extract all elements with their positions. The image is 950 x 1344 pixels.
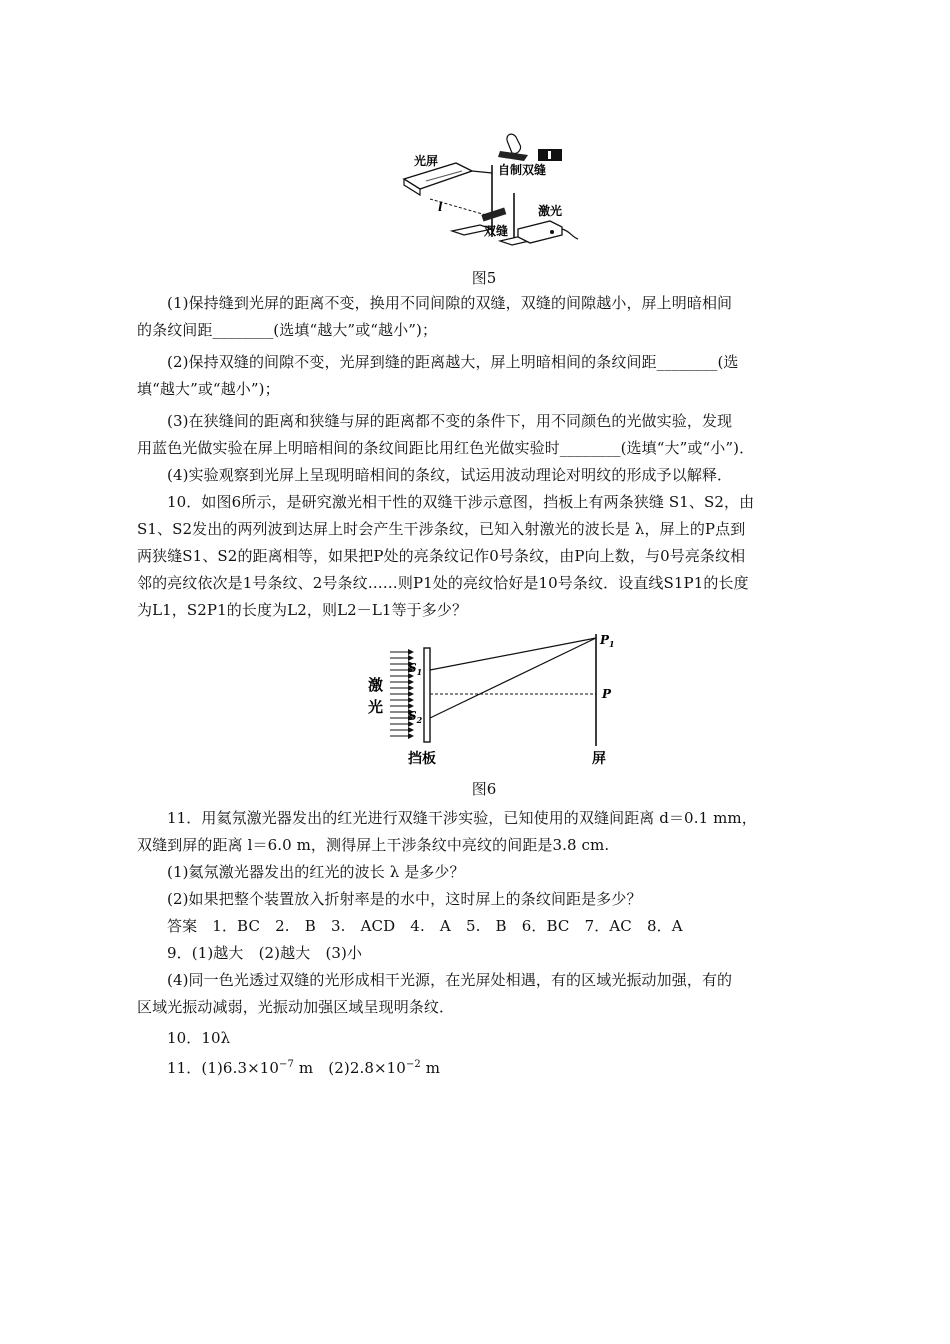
- ray-s2-p1: [430, 638, 596, 718]
- label-double-slit: 双缝: [484, 224, 509, 238]
- label-laser: 激光: [538, 204, 563, 218]
- label-p1: $P_1$: [600, 633, 615, 649]
- q11-line1: 11．用氦氖激光器发出的红光进行双缝干涉实验，已知使用的双缝间距离 d＝0.1 mm，: [167, 809, 757, 827]
- figure-6-caption: 图6: [471, 780, 497, 798]
- q10-line5: 为L1，S2P1的长度为L2，则L2－L1等于多少？: [137, 601, 468, 619]
- label-homemade-slit: 自制双缝: [498, 163, 547, 177]
- q10-line3: 两狭缝S1、S2的距离相等，如果把P处的亮条纹记作0号条纹，由P向上数，与0号亮条纹相: [137, 547, 746, 565]
- q9-part2-line1: (2)保持双缝的间隙不变，光屏到缝的距离越大，屏上明暗相间的条纹间距________(选: [167, 353, 739, 371]
- label-light-screen: 光屏: [414, 154, 439, 168]
- label-laser-1: 激: [368, 676, 384, 694]
- q9-part4: (4)实验观察到光屏上呈现明暗相间的条纹，试运用波动理论对明纹的形成予以解释．: [167, 466, 733, 484]
- ray-s1-p1: [430, 638, 596, 670]
- homemade-slit-plate: [498, 151, 528, 161]
- answer-9: 9．(1)越大 (2)越大 (3)小: [167, 944, 363, 962]
- label-s2: $S_2$: [408, 709, 423, 725]
- q11-part2: (2)如果把整个装置放入折射率是的水中，这时屏上的条纹间距是多少？: [167, 890, 642, 908]
- q9-part2-line2: 填“越大”或“越小”)；: [137, 380, 280, 398]
- q9-part3-line2: 用蓝色光做实验在屏上明暗相间的条纹间距比用红色光做实验时________(选填“大”或“小”)．: [137, 439, 755, 457]
- figure-5-diagram: [400, 125, 580, 260]
- q9-part1-line2: 的条纹间距________(选填“越大”或“越小”)；: [137, 321, 438, 339]
- q9-part3-line1: (3)在狭缝间的距离和狭缝与屏的距离都不变的条件下，用不同颜色的光做实验，发现: [167, 412, 733, 430]
- answers-1-8: 答案 1．BC 2. B 3. ACD 4. A 5. B 6．BC 7．AC 8．A: [167, 917, 683, 935]
- q11-part1: (1)氦氖激光器发出的红光的波长 λ 是多少？: [167, 863, 465, 881]
- figure-6-diagram: [360, 628, 630, 770]
- label-screen: 屏: [592, 751, 606, 767]
- label-distance-l: l: [438, 200, 443, 214]
- q9-part1-line1: (1)保持缝到光屏的距离不变，换用不同间隙的双缝，双缝的间隙越小，屏上明暗相间: [167, 294, 733, 312]
- label-baffle: 挡板: [408, 751, 436, 767]
- answer-11: 11．$(1)6.3\times 10^{-7}$ m $(2)2.8\times 10^{-2}$ m: [167, 1059, 441, 1077]
- q11-line2: 双缝到屏的距离 l＝6.0 m，测得屏上干涉条纹中亮纹的间距是3.8 cm.: [137, 836, 610, 854]
- label-laser-2: 光: [368, 698, 384, 716]
- laser-device: [518, 221, 562, 243]
- answer-9-part4-line1: (4)同一色光透过双缝的光形成相干光源，在光屏处相遇，有的区域光振动加强，有的: [167, 971, 733, 989]
- figure-5-caption: 图5: [471, 269, 497, 287]
- laser-arrows: [390, 652, 408, 736]
- label-s1: $S_1$: [408, 661, 423, 677]
- q10-line4: 邻的亮纹依次是1号条纹、2号条纹……则P1处的亮纹恰好是10号条纹．设直线S1P1的长度: [137, 574, 749, 592]
- baffle: [424, 648, 430, 742]
- label-p: P: [602, 687, 612, 701]
- q10-line2: S1、S2发出的两列波到达屏上时会产生干涉条纹，已知入射激光的波长是 λ，屏上的P点到: [137, 520, 746, 538]
- answer-10: 10．10λ: [167, 1029, 231, 1047]
- q10-line1: 10．如图6所示，是研究激光相干性的双缝干涉示意图，挡板上有两条狭缝 S1、S2，由: [167, 493, 755, 511]
- answer-9-part4-line2: 区域光振动减弱，光振动加强区域呈现明条纹．: [137, 998, 455, 1016]
- hand-icon: [507, 134, 521, 153]
